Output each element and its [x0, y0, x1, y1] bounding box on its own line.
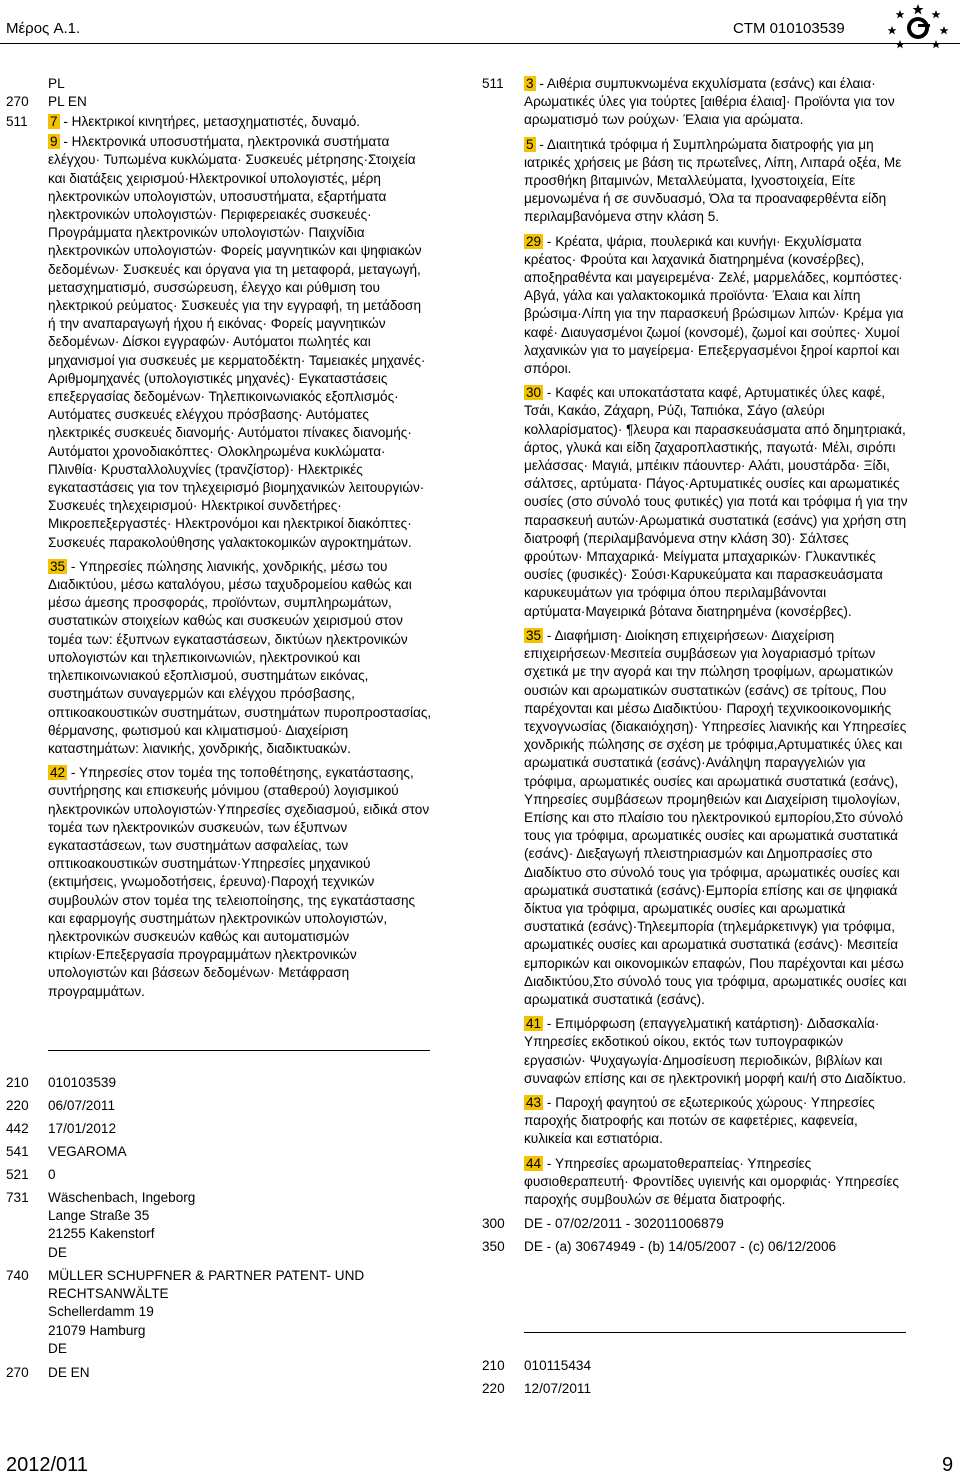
inid-code: 350 — [482, 1239, 505, 1255]
class-entry — [524, 627, 908, 1009]
class-number-badge: 43 — [526, 1094, 542, 1110]
class-entry — [48, 764, 432, 1001]
trademark-name: VEGAROMA — [48, 1144, 127, 1159]
class-entry — [48, 113, 432, 131]
address-line: MÜLLER SCHUPFNER & PARTNER PATENT- UND — [48, 1268, 365, 1283]
class-description: - Καφές και υποκατάστατα καφέ, Αρτυματικές ύλες καφέ, Τσάι, Κακάο, Ζάχαρη, Ρύζι, Ταπιόκα, Σάγο (αλεύρι κολλαρίσματος)· ¶λευρα και παρασκευάσματα από δημητριακά, άρτος, γλυκά και είδη ζαχαροπλαστικής, παγωτά· Μέλι, σιρόπι μελάσσας· Μαγιά, μπέικιν πάουντερ· Αλάτι, μουστάρδα· Ξίδι, σάλτσες, αρτύματα· Πάγος·Αρτυματικές ουσίες και αρωματικές ουσίες (στο σύνολό τους φυτικές) για ποτά και τρόφιμα ή για την παρασκευή αυτών·Αρωματικά συστατικά (εσάνς) για χρήση στη διατροφή (περιλαμβανόμενα στην κλάση 30)· Σάλτσες φρούτων· Μπαχαρικά· Μείγματα μπαχαρικών· Γλυκαντικές ουσίες (φυσικές)· Σούσι·Καρυκεύματα και παρασκευάσματα καρυκευμάτων για τρόφιμα όπου περιλαμβάνονται αρτύματα·Μαγειρικά βότανα διατηρημένα (κονσέρβες). — [524, 385, 908, 619]
class-number-badge: 5 — [526, 136, 534, 152]
address-line: 21255 Kakenstorf — [48, 1226, 155, 1242]
class-number-badge: 7 — [50, 114, 58, 129]
field-value: 06/07/2011 — [48, 1098, 116, 1113]
part-label: Μέρος A.1. — [6, 20, 81, 37]
languages: PL EN — [48, 94, 87, 109]
class-entry — [524, 136, 908, 227]
header-divider — [0, 43, 960, 44]
right-column — [482, 75, 908, 1261]
class-entry — [524, 233, 908, 379]
field-row — [482, 1380, 908, 1403]
inid-code: 442 — [6, 1121, 29, 1136]
class-entry — [48, 558, 432, 758]
field-row — [482, 1357, 908, 1380]
left-column — [6, 75, 430, 1007]
class-description: - Διαφήμιση· Διοίκηση επιχειρήσεων· Διαχείριση επιχειρήσεων·Μεσιτεία συμβάσεων για λογαριασμό τρίτων σχετικά με την αγορά και την πώληση τροφίμων, αρωματικών ουσιών και αρωματικών συστατικών (εσάνς) σε τρίτους, Που παρέχονται και μέσω Διαδικτύου· Παροχή τεχνικοοικονομικής τεχνογνωσίας (διακαιόχηση)· Υπηρεσίες λιανικής και Υπηρεσίες χονδρικής πώλησης σε σχέση με τρόφιμα,Αρτυματικές ύλες και αρωματικά συστατικά (εσάνς)·Ανάληψη παραγγελιών για τρόφιμα, αρωματικές ουσίες και αρωματικά συστατικά (εσάνς), Υπηρεσίες συμβάσεων προμηθειών και Διαχείριση τιμολογίων, Επίσης και στο πλαίσιο του ηλεκτρονικού εμπορίου,Στο σύνολό τους για τρόφιμα, αρωματικές ουσίες και αρωματικά συστατικά (εσάνς)· Διεξαγωγή πλειστηριασμών και Δημοπρασίες στο Διαδίκτυο στο σύνολό τους για τρόφιμα, αρωματικές ουσίες και αρωματικά συστατικά (εσάνς)·Εμπορία επίσης και σε ψηφιακά δίκτυα για τρόφιμα, αρωματικές ουσίες και αρωματικά συστατικά (εσάνς)·Τηλεεμπορία (τηλεμάρκετινγκ) για τρόφιμα, αρωματικές ουσίες και αρωματικά συστατικά (εσάνς)· Μεσιτεία εμπορικών και οικονομικών επαφών, Που παρέχονται και μέσω Διαδικτύου,Στο σύνολό τους για τρόφιμα, αρωματικές ουσίες και αρωματικά συστατικά (εσάνς). — [524, 627, 907, 1007]
field-row — [482, 1238, 908, 1261]
class-description: - Διαιτητικά τρόφιμα ή Συμπληρώματα διατροφής για μη ιατρικές χρήσεις με βάση τις πρωτεΐνες, Λίπη, Λιπαρά οξέα, Με προσθήκη βιταμινών, Μεταλλεύματα, Ιχνοστοιχεία, Είτε μεμονωμένα ή σε συνδυασμό, Όλα τα προαναφερθέντα είδη περιλαμβανόμενα στην κλάση 5. — [524, 136, 902, 225]
eu-trademark-logo-icon — [876, 0, 960, 52]
bulletin-issue: 2012/011 — [6, 1454, 88, 1476]
language-row — [6, 75, 430, 93]
field-row — [6, 1074, 430, 1097]
class-description: - Παροχή φαγητού σε εξωτερικούς χώρους· Υπηρεσίες παροχής διατροφής και ποτών σε καφετέριες, καφενεία, κυλικεία και εστιατόρια. — [524, 1094, 875, 1147]
field-value: 0 — [48, 1167, 56, 1182]
seniority-value: DE - (a) 30674949 - (b) 14/05/2007 - (c) 06/12/2006 — [524, 1239, 837, 1255]
field-row — [6, 1166, 430, 1189]
class-description: - Υπηρεσίες στον τομέα της τοποθέτησης, εγκατάστασης, συντήρησης και επισκευής μόνιμου (σταθερού) λογισμικού ηλεκτρονικών υπολογιστών·Υπηρεσίες σχεδιασμού, ειδικά στον τομέα των ηλεκτρονικών συσκευών, των έξυπνων εγκαταστάσεων, των συστημάτων ασφαλείας, των οπτικοακουστικών συστημάτων·Υπηρεσίες μηχανικού (εκτιμήσεις, γνωμοδοτήσεις, έρευνα)·Παροχή τεχνικών συμβουλών στον τομέα της τελειοποίησης, της εγκατάστασης και εφαρμογής συστημάτων ηλεκτρονικών υπολογιστών, ηλεκτρονικών συσκευών καθώς και αυτοματισμών κτιρίων·Επεξεργασία προγραμμάτων ηλεκτρονικών υπολογιστών και βάσεων δεδομένων· Μετάφραση προγραμμάτων. — [48, 765, 430, 999]
class-entry — [524, 1094, 908, 1149]
address-line: DE — [48, 1244, 67, 1260]
first-language: PL — [48, 76, 65, 91]
class-description: - Υπηρεσίες πώλησης λιανικής, χονδρικής, μέσω του Διαδικτύου, μέσω καταλόγου, μέσω ταχυδρομείου καθώς και μέσω άμεσης προσφοράς, προϊόντων, συμπληρωμάτων, συστατικών στοιχείων καθώς και συσκευών χειρισμού στον τομέα των: έξυπνων εγκαταστάσεων, δικτύων ηλεκτρονικών υπολογιστών και τηλεπικοινωνιών, ηλεκτρονικού και τηλεπικοινωνιακού εξοπλισμού, συστημάτων εικόνας, συστημάτων συναγερμών και ελέγχου πρόσβασης, οπτικοακουστικών συστημάτων, συστημάτων πυροπροστασίας, θέρμανσης, φωτισμού και κλιματισμού· Διαχείριση καταστημάτων: λιανικής, χονδρικής, διαδικτυακών. — [48, 558, 432, 756]
inid-code: 300 — [482, 1216, 505, 1232]
class-description: - Υπηρεσίες αρωματοθεραπείας· Υπηρεσίες φυσιοθεραπευτή· Φροντίδες υγιεινής και ομορφιάς· Υπηρεσίες παροχής συμβουλών σε θέματα διατροφής. — [524, 1155, 899, 1207]
applicant-address — [48, 1189, 195, 1262]
field-row — [482, 1215, 908, 1238]
inid-code: 270 — [6, 1365, 29, 1380]
class-entry — [524, 384, 908, 621]
inid-code: 210 — [6, 1075, 29, 1090]
priority-value: DE - 07/02/2011 - 302011006879 — [524, 1216, 724, 1232]
inid-code: 541 — [6, 1144, 29, 1159]
address-line: Wäschenbach, Ingeborg — [48, 1190, 196, 1205]
inid-code: 731 — [6, 1190, 29, 1205]
class-number-badge: 35 — [50, 558, 66, 574]
field-value: 17/01/2012 — [48, 1121, 117, 1136]
class-number-badge: 3 — [526, 76, 534, 91]
right-fields — [482, 1357, 908, 1403]
goods-services — [6, 113, 430, 1001]
field-row — [6, 1143, 430, 1166]
class-description: - Επιμόρφωση (επαγγελματική κατάρτιση)· Διδασκαλία· Υπηρεσίες εκδοτικού οίκου, εκτός των τυπογραφικών εργασιών· Ψυχαγωγία·Δημοσίευση περιοδικών, βιβλίων και συναφών επίσης και σε ηλεκτρονική μορφή και/ή στο Διαδίκτυο. — [524, 1016, 907, 1086]
field-value: 12/07/2011 — [524, 1381, 592, 1396]
address-line: Lange Straße 35 — [48, 1208, 150, 1224]
class-number-badge: 9 — [50, 134, 58, 150]
inid-code: 521 — [6, 1167, 29, 1182]
class-number-badge: 35 — [526, 627, 542, 643]
address-line: DE — [48, 1340, 67, 1356]
left-fields — [6, 1074, 430, 1387]
inid-code: 220 — [482, 1381, 505, 1396]
class-number-badge: 41 — [526, 1016, 542, 1032]
representative-row — [6, 1267, 430, 1364]
class-number-badge: 44 — [526, 1155, 542, 1171]
inid-code: 511 — [6, 114, 28, 129]
class-entry — [524, 75, 908, 130]
class-number-badge: 30 — [526, 385, 542, 401]
applicant-row — [6, 1189, 430, 1267]
class-description: - Ηλεκτρικοί κινητήρες, μετασχηματιστές, δυναμό. — [59, 114, 361, 129]
address-line: 21079 Hamburg — [48, 1322, 146, 1338]
class-entry — [524, 1155, 908, 1210]
goods-services — [482, 75, 908, 1209]
page-number: 9 — [942, 1454, 954, 1476]
class-number-badge: 42 — [50, 765, 66, 781]
section-divider — [48, 1050, 430, 1051]
field-row — [6, 1120, 430, 1143]
class-description: - Αιθέρια συμπυκνωμένα εκχυλίσματα (εσάνς) και έλαια· Αρωματικές ύλες για τούρτες [αιθέρια έλαια]· Προϊόντα για τον αρωματισμό των ρούχων· Έλαια για αρώματα. — [524, 76, 895, 128]
address-line: Schellerdamm 19 — [48, 1304, 154, 1320]
language-row — [6, 93, 430, 113]
inid-code: 270 — [6, 94, 29, 109]
field-row — [6, 1097, 430, 1120]
field-value: DE EN — [48, 1365, 90, 1380]
inid-code: 511 — [482, 76, 504, 91]
inid-code: 220 — [6, 1098, 29, 1113]
inid-code: 210 — [482, 1358, 505, 1373]
section-divider — [524, 1332, 906, 1333]
class-entry — [524, 1015, 908, 1088]
representative-address — [48, 1267, 364, 1358]
address-line: RECHTSANWÄLTE — [48, 1286, 169, 1302]
class-description: - Κρέατα, ψάρια, πουλερικά και κυνήγι· Εκχυλίσματα κρέατος· Φρούτα και λαχανικά διατηρημένα (κονσέρβες), αποξηραθέντα και μαγειρεμένα· Ζελέ, μαρμελάδες, κομπόστες· Αβγά, γάλα και γαλακτοκομικά προϊόντα· Έλαια και λίπη βρώσιμα·Λίπη για την παρασκευή βρώσιμων λιπών· Κρέμα για καφέ· Διαυγασμένοι ζωμοί (κονσομέ), ζωμοί και σούπες· Χυμοί λαχανικών για το μαγείρεμα· Επεξεργασμένοι ξηροί καρποί και σπόροι. — [524, 233, 904, 377]
field-value: 010115434 — [524, 1358, 592, 1373]
class-description: - Ηλεκτρονικά υποσυστήματα, ηλεκτρονικά συστήματα ελέγχου· Τυπωμένα κυκλώματα· Συσκευές μέτρησης·Στοιχεία και διατάξεις χειρισμού·Ηλεκτρονικοί υπολογιστές, μέρη ηλεκτρονικών υπολογιστών, υποσυστήματα, εξαρτήματα ηλεκτρονικών υπολογιστών· Περιφερειακές συσκευές· Προγράμματα ηλεκτρονικών υπολογιστών· Παιχνίδια ηλεκτρονικών υπολογιστών· Φορείς μαγνητικών και ψηφιακών δεδομένων· Συσκευές και όργανα για τη μεταφορά, μεταγωγή, μετασχηματισμό, συσσώρευση, έλεγχο και ρύθμιση του ηλεκτρικού ρεύματος· Συσκευές για την εγγραφή, τη μετάδοση ή την αναπαραγωγή ήχου ή εικόνας· Φορείς μαγνητικών δεδομένων· Δίσκοι εγγραφών· Αυτόματοι πωλητές και μηχανισμοί για συσκευές με κερματοδέκτη· Ταμειακές μηχανές· Αριθμομηχανές (υπολογιστικές μηχανές)· Εγκαταστάσεις επεξεργασίας δεδομένων· Τηλεπικοινωνιακός εξοπλισμός· Αυτόματες συσκευές ελέγχου πρόσβασης· Αυτόματες ηλεκτρικές συσκευές διανομής· Αυτόματοι πίνακες διανομής· Αυτόματοι χρονοδιακόπτες· Ολοκληρωμένα κυκλώματα· Πλινθία· Κρυσταλλολυχνίες (τρανζίστορ)· Ηλεκτρικές εγκαταστάσεις για τον τηλεχειρισμό βιομηχανικών λειτουργιών· Συσκευές τηλεχειρισμού· Ηλεκτρικοί συνδετήρες· Μικροεπεξεργαστές· Ηλεκτρονόμοι και ηλεκτρικοί διακόπτες· Συσκευές παρακολούθησης γαλακτοκομικών αγροκτημάτων. — [48, 134, 426, 550]
ctm-number-header: CTM 010103539 — [733, 20, 845, 37]
class-entry — [48, 133, 432, 552]
field-row — [6, 1364, 430, 1387]
inid-code: 740 — [6, 1268, 29, 1283]
class-number-badge: 29 — [526, 233, 542, 249]
field-value: 010103539 — [48, 1075, 117, 1090]
